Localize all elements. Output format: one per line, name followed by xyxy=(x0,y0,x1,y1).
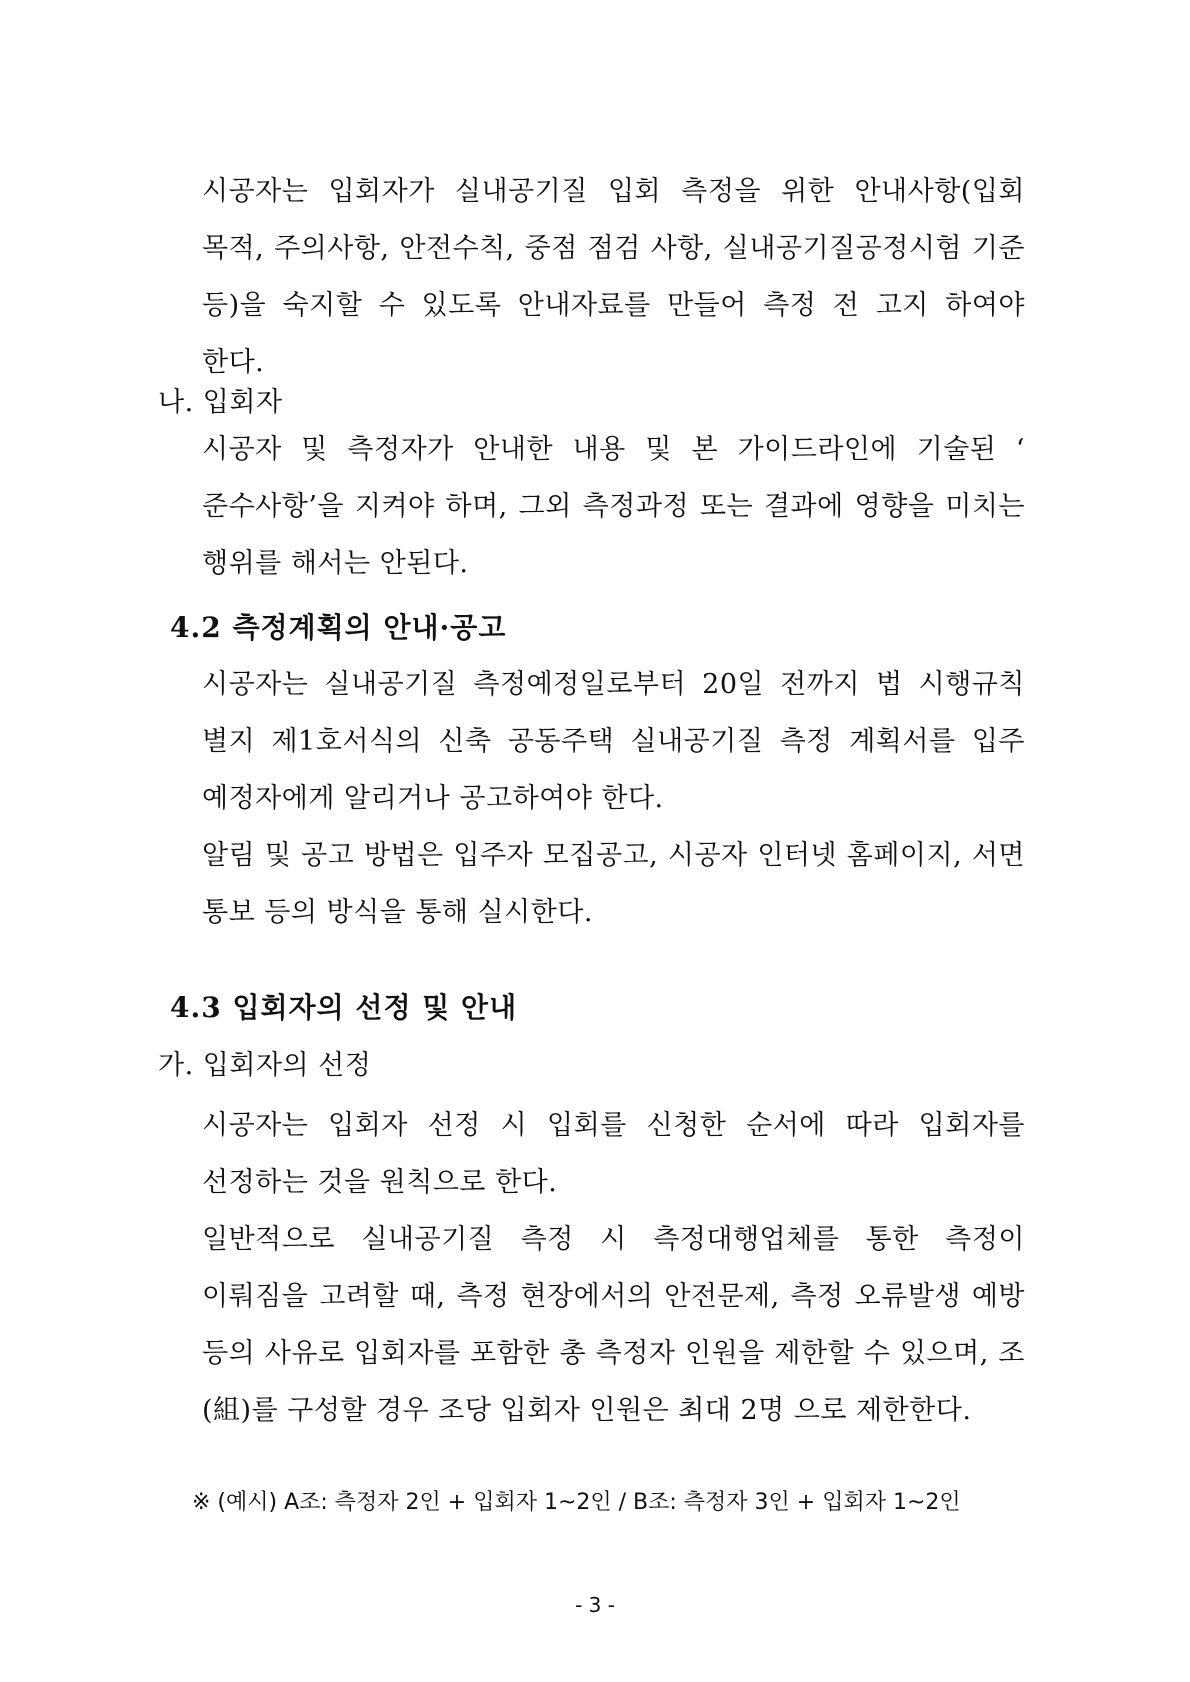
section-4-3-heading: 4.3 입회자의 선정 및 안내 xyxy=(170,991,518,1024)
section-4-2-paragraph-2: 알림 및 공고 방법은 입주자 모집공고, 시공자 인터넷 홈페이지, 서면 통보 등의 방식을 통해 실시한다. xyxy=(202,840,1025,928)
subheading-ga: 가. 입회자의 선정 xyxy=(158,1050,372,1081)
subsection-na-paragraph: 시공자 및 측정자가 안내한 내용 및 본 가이드라인에 기술된 ‘ 준수사항’을 지켜야 하며, 그외 측정과정 또는 결과에 영향을 미치는 행위를 해서는 안된다. xyxy=(202,434,1025,579)
example-note: ※ (예시) A조: 측정자 2인 + 입회자 1~2인 / B조: 측정자 3인 + 입회자 1~2인 xyxy=(192,1490,961,1515)
section-4-3-paragraph-2: 일반적으로 실내공기질 측정 시 측정대행업체를 통한 측정이 이뤄짐을 고려할 때, 측정 현장에서의 안전문제, 측정 오류발생 예방 등의 사유로 입회자를 포함한 총 측정자 인원을 제한할 수 있으며, 조(組)를 구성할 경우 조당 입회자 인원은 최대 2명 으로 제한한다. xyxy=(202,1224,1025,1426)
subheading-na: 나. 입회자 xyxy=(158,387,283,418)
section-4-2-paragraph-1: 시공자는 실내공기질 측정예정일로부터 20일 전까지 법 시행규칙 별지 제1호서식의 신축 공동주택 실내공기질 측정 계획서를 입주 예정자에게 알리거나 공고하여야 한다. xyxy=(202,669,1025,814)
intro-paragraph: 시공자는 입회자가 실내공기질 입회 측정을 위한 안내사항(입회 목적, 주의사항, 안전수칙, 중점 점검 사항, 실내공기질공정시험 기준 등)을 숙지할 수 있도록 안내자료를 만들어 측정 전 고지 하여야 한다. xyxy=(202,176,1025,378)
page-number: - 3 - xyxy=(575,1593,615,1617)
section-4-3-paragraph-1: 시공자는 입회자 선정 시 입회를 신청한 순서에 따라 입회자를 선정하는 것을 원칙으로 한다. xyxy=(202,1110,1025,1198)
section-4-2-heading: 4.2 측정계획의 안내·공고 xyxy=(170,611,507,644)
